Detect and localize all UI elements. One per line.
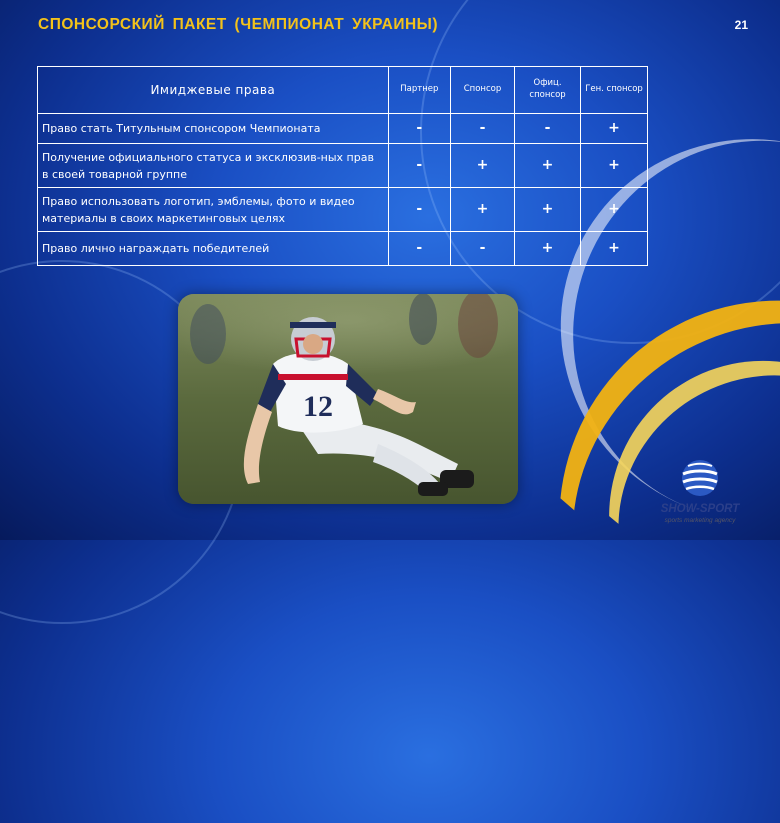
cell-official-sponsor: + bbox=[515, 188, 581, 232]
cell-sponsor: + bbox=[450, 188, 514, 232]
show-sport-logo bbox=[650, 458, 750, 528]
cell-official-sponsor: + bbox=[515, 232, 581, 266]
slide-title: СПОНСОРСКИЙ ПАКЕТ (ЧЕМПИОНАТ УКРАИНЫ) bbox=[38, 16, 439, 33]
table-row bbox=[38, 114, 648, 144]
logo-name: SHOW-SPORT bbox=[660, 503, 740, 515]
column-header-general-sponsor: Ген. спонсор bbox=[581, 67, 648, 114]
column-header-partner: Партнер bbox=[388, 67, 450, 114]
cell-partner: - bbox=[388, 232, 450, 266]
cell-general-sponsor: + bbox=[581, 114, 648, 144]
page-number: 21 bbox=[734, 18, 748, 32]
cell-partner: - bbox=[388, 114, 450, 144]
football-player-illustration bbox=[178, 294, 518, 504]
logo-tagline: sports marketing agency bbox=[664, 517, 736, 524]
table-row bbox=[38, 144, 648, 188]
football-player-photo bbox=[178, 294, 518, 504]
table-row bbox=[38, 188, 648, 232]
sponsorship-rights-table bbox=[37, 66, 648, 266]
column-header-rights: Имиджевые права bbox=[38, 67, 389, 114]
cell-sponsor: + bbox=[450, 144, 514, 188]
cell-general-sponsor: + bbox=[581, 188, 648, 232]
cell-sponsor: - bbox=[450, 232, 514, 266]
cell-official-sponsor: + bbox=[515, 144, 581, 188]
cell-general-sponsor: + bbox=[581, 144, 648, 188]
cell-sponsor: - bbox=[450, 114, 514, 144]
table-row bbox=[38, 232, 648, 266]
row-label: Право лично награждать победителей bbox=[38, 232, 389, 266]
row-label: Право стать Титульным спонсором Чемпионата bbox=[38, 114, 389, 144]
row-label: Получение официального статуса и эксклюзив-ных прав в своей товарной группе bbox=[38, 144, 389, 188]
cell-partner: - bbox=[388, 188, 450, 232]
cell-partner: - bbox=[388, 144, 450, 188]
table-header-row bbox=[38, 67, 648, 114]
cell-official-sponsor: - bbox=[515, 114, 581, 144]
globe-icon bbox=[680, 458, 720, 500]
column-header-sponsor: Спонсор bbox=[450, 67, 514, 114]
column-header-official-sponsor: Офиц. спонсор bbox=[515, 67, 581, 114]
jersey-number: 12 bbox=[303, 390, 333, 423]
row-label: Право использовать логотип, эмблемы, фото и видео материалы в своих маркетинговых целях bbox=[38, 188, 389, 232]
cell-general-sponsor: + bbox=[581, 232, 648, 266]
